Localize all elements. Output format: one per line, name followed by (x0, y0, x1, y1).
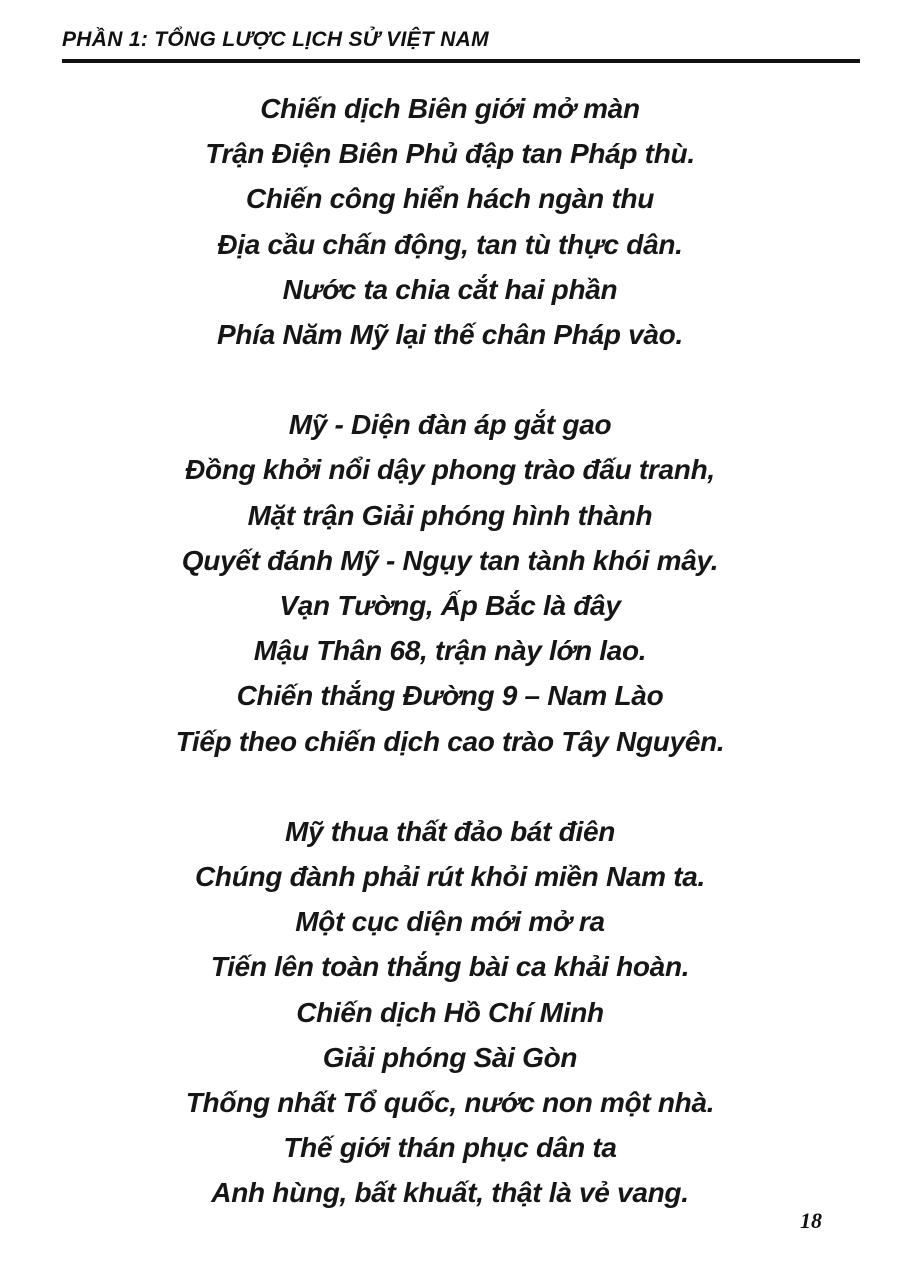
poem-line: Chiến thắng Đường 9 – Nam Lào (236, 680, 664, 712)
poem-line: Mặt trận Giải phóng hình thành (247, 499, 653, 531)
poem-line: Chúng đành phải rút khỏi miền Nam ta. (194, 861, 706, 893)
poem-line: Phía Năm Mỹ lại thế chân Pháp vào. (217, 319, 683, 351)
header-rule (62, 59, 860, 63)
poem-stanza-2 (0, 402, 900, 764)
poem-stanza-1 (0, 86, 900, 357)
poem-line: Mỹ thua thất đảo bát điên (284, 815, 616, 847)
poem-line: Tiếp theo chiến dịch cao trào Tây Nguyên. (175, 725, 725, 757)
poem-line: Chiến công hiển hách ngàn thu (245, 183, 655, 215)
poem-line: Quyết đánh Mỹ - Ngụy tan tành khói mây. (181, 544, 719, 576)
poem-line: Vạn Tường, Ấp Bắc là đây (279, 590, 621, 622)
poem-line: Giải phóng Sài Gòn (322, 1041, 578, 1073)
running-header-title: PHẦN 1: TỔNG LƯỢC LỊCH SỬ VIỆT NAM (62, 28, 489, 51)
poem-line: Mậu Thân 68, trận này lớn lao. (253, 635, 647, 667)
page-header (62, 28, 860, 63)
poem-body (0, 86, 900, 1261)
poem-line: Trận Điện Biên Phủ đập tan Pháp thù. (205, 138, 695, 170)
poem-stanza-3 (0, 809, 900, 1216)
poem-line: Thống nhất Tổ quốc, nước non một nhà. (185, 1087, 715, 1119)
poem-line: Tiến lên toàn thắng bài ca khải hoàn. (210, 951, 690, 983)
poem-line: Một cục diện mới mở ra (295, 906, 605, 938)
poem-line: Chiến dịch Biên giới mở màn (260, 93, 640, 124)
poem-line: Đồng khởi nổi dậy phong trào đấu tranh, (185, 454, 715, 486)
poem-line: Địa cầu chấn động, tan tù thực dân. (217, 228, 683, 260)
page-number: 18 (800, 1208, 822, 1233)
poem-line: Anh hùng, bất khuất, thật là vẻ vang. (211, 1177, 689, 1209)
poem-line: Mỹ - Diện đàn áp gắt gao (288, 409, 612, 441)
poem-line: Nước ta chia cắt hai phần (282, 273, 618, 305)
poem-line: Chiến dịch Hồ Chí Minh (296, 996, 604, 1028)
poem-line: Thế giới thán phục dân ta (283, 1132, 617, 1164)
